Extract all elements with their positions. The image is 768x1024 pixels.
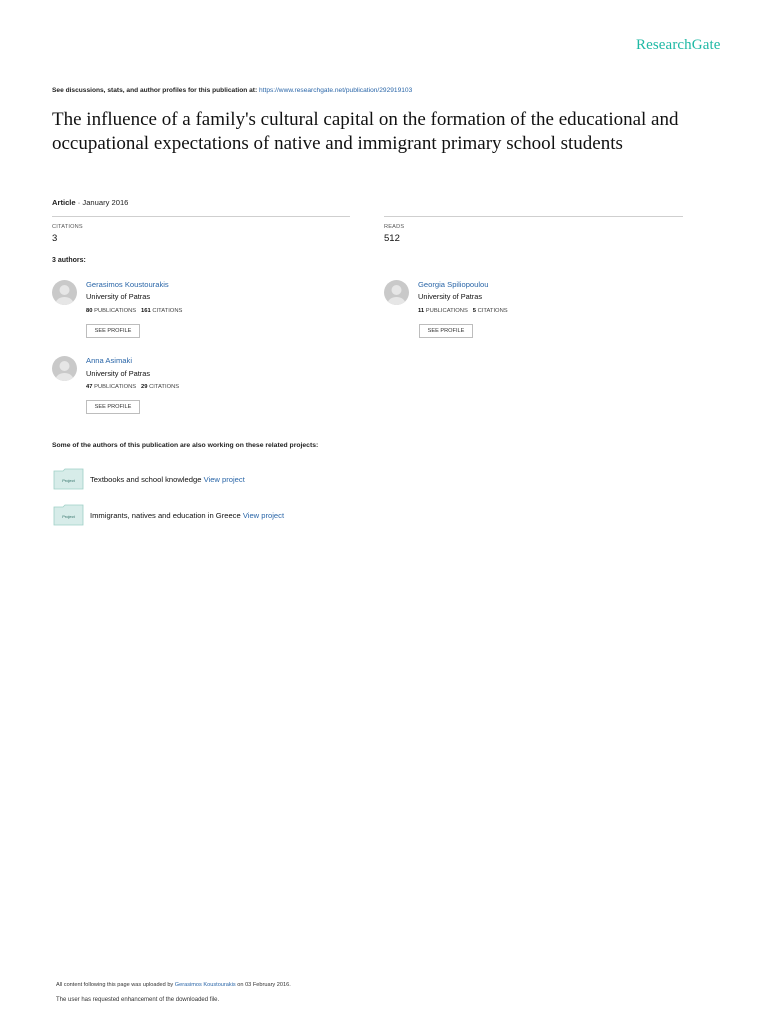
view-project-link[interactable]: View project <box>203 475 245 484</box>
uploader-link[interactable]: Gerasimos Koustourakis <box>174 982 236 988</box>
author-institution: University of Patras <box>86 292 151 301</box>
reads-label: READS <box>384 224 405 230</box>
author-stats <box>86 308 182 314</box>
upload-prefix: All content following this page was uploaded by <box>56 982 175 988</box>
enhancement-note: The user has requested enhancement of the downloaded file. <box>56 997 220 1003</box>
folder-icon <box>53 504 84 526</box>
author-stats <box>418 308 508 314</box>
folder-icon <box>53 468 84 490</box>
citations-count: 29 <box>141 384 148 390</box>
discussions-line <box>52 87 412 94</box>
citations-label: CITATIONS <box>149 384 180 390</box>
publications-count: 47 <box>86 384 93 390</box>
author-institution: University of Patras <box>418 292 483 301</box>
project-item <box>90 511 284 520</box>
reads-value: 512 <box>384 233 400 244</box>
see-profile-button[interactable]: SEE PROFILE <box>419 324 473 338</box>
see-profile-button[interactable]: SEE PROFILE <box>86 400 140 414</box>
view-project-link[interactable]: View project <box>242 511 285 520</box>
authors-heading: 3 authors: <box>52 257 86 264</box>
project-name: Textbooks and school knowledge <box>90 475 202 484</box>
project-icon-label: Project <box>62 478 75 483</box>
publications-count: 11 <box>418 308 425 314</box>
project-item <box>90 475 245 484</box>
author-institution: University of Patras <box>86 369 151 378</box>
user-silhouette-icon[interactable] <box>52 280 77 305</box>
article-date: January 2016 <box>82 198 129 207</box>
citations-divider <box>52 216 350 217</box>
project-name: Immigrants, natives and education in Greece <box>90 511 241 520</box>
citations-label: CITATIONS <box>477 308 508 314</box>
discussions-text: See discussions, stats, and author profiles for this publication at: <box>52 87 260 94</box>
upload-note <box>56 982 291 988</box>
author-name-link[interactable]: Anna Asimaki <box>86 356 133 365</box>
citations-value: 3 <box>52 233 58 244</box>
author-name-link[interactable]: Gerasimos Koustourakis <box>86 280 169 289</box>
citations-label: CITATIONS <box>152 308 183 314</box>
upload-suffix: on 03 February 2016. <box>235 982 291 988</box>
researchgate-logo[interactable]: ResearchGate <box>636 37 721 53</box>
see-profile-button[interactable]: SEE PROFILE <box>86 324 140 338</box>
article-meta <box>52 198 128 207</box>
related-projects-heading: Some of the authors of this publication are also working on these related projects: <box>52 442 319 449</box>
author-name-link[interactable]: Georgia Spiliopoulou <box>418 280 489 289</box>
publication-url-link[interactable]: https://www.researchgate.net/publication/292919103 <box>259 87 413 94</box>
article-title: The influence of a family's cultural capital on the formation of the educational and occupational expectations of native and immigrant primary school students <box>52 109 679 154</box>
publications-label: PUBLICATIONS <box>94 384 137 390</box>
article-type: Article <box>52 198 76 207</box>
meta-separator: · <box>75 198 83 207</box>
author-stats <box>86 384 179 390</box>
citations-label: CITATIONS <box>52 224 83 230</box>
project-icon-label: Project <box>62 514 75 519</box>
reads-divider <box>384 216 683 217</box>
user-silhouette-icon[interactable] <box>52 356 77 381</box>
publications-count: 80 <box>86 308 93 314</box>
citations-count: 5 <box>472 308 476 314</box>
publications-label: PUBLICATIONS <box>425 308 468 314</box>
citations-count: 161 <box>141 308 151 314</box>
user-silhouette-icon[interactable] <box>384 280 409 305</box>
publications-label: PUBLICATIONS <box>94 308 137 314</box>
